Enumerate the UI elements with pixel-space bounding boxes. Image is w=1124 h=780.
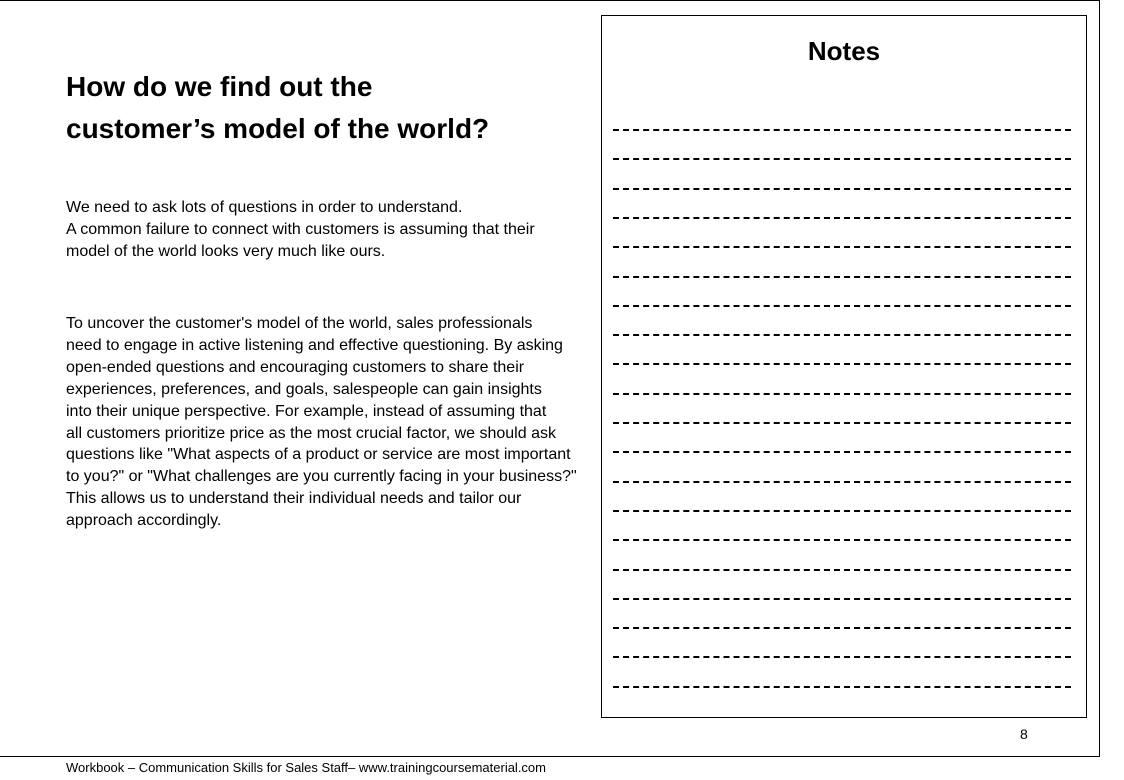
heading-line-2: customer’s model of the world? [66,113,490,144]
notes-line [613,188,1071,190]
body-line: into their unique perspective. For example, instead of assuming that [66,402,547,420]
body-line: approach accordingly. [66,512,222,530]
notes-line [613,627,1071,629]
notes-line [613,393,1071,395]
notes-line [613,569,1071,571]
notes-line [613,363,1071,365]
notes-line [613,422,1071,424]
notes-line [613,334,1071,336]
notes-line [613,305,1071,307]
intro-paragraph [66,197,535,263]
notes-line [613,276,1071,278]
body-line: This allows us to understand their individual needs and tailor our [66,490,522,508]
intro-line: model of the world looks very much like ours. [66,242,386,260]
intro-line: A common failure to connect with customers is assuming that their [66,220,535,238]
notes-title: Notes [807,36,881,66]
heading-line-1: How do we find out the [66,71,373,102]
notes-line [613,656,1071,658]
notes-line [613,598,1071,600]
body-line: all customers prioritize price as the most crucial factor, we should ask [66,424,556,442]
notes-line [613,539,1071,541]
body-line: To uncover the customer's model of the world, sales professionals [66,315,533,332]
notes-line [613,246,1071,248]
notes-line [613,686,1071,688]
notes-line [613,129,1071,131]
page-number: 8 [1020,726,1028,742]
notes-box [601,15,1087,718]
notes-line [613,217,1071,219]
body-line: need to engage in active listening and effective questioning. By asking [66,336,563,354]
notes-line [613,510,1071,512]
intro-line: We need to ask lots of questions in order to understand. [66,199,463,216]
body-line: to you?" or "What challenges are you currently facing in your business?" [66,468,577,486]
body-line: experiences, preferences, and goals, salespeople can gain insights [66,380,542,398]
page-heading [66,66,586,150]
body-line: questions like "What aspects of a product or service are most important [66,446,571,464]
notes-line [613,158,1071,160]
notes-line [613,451,1071,453]
notes-line [613,481,1071,483]
footer-text: Workbook – Communication Skills for Sales Staff– www.trainingcoursematerial.com [66,760,546,775]
body-paragraph [66,313,577,532]
body-line: open-ended questions and encouraging customers to share their [66,358,525,376]
